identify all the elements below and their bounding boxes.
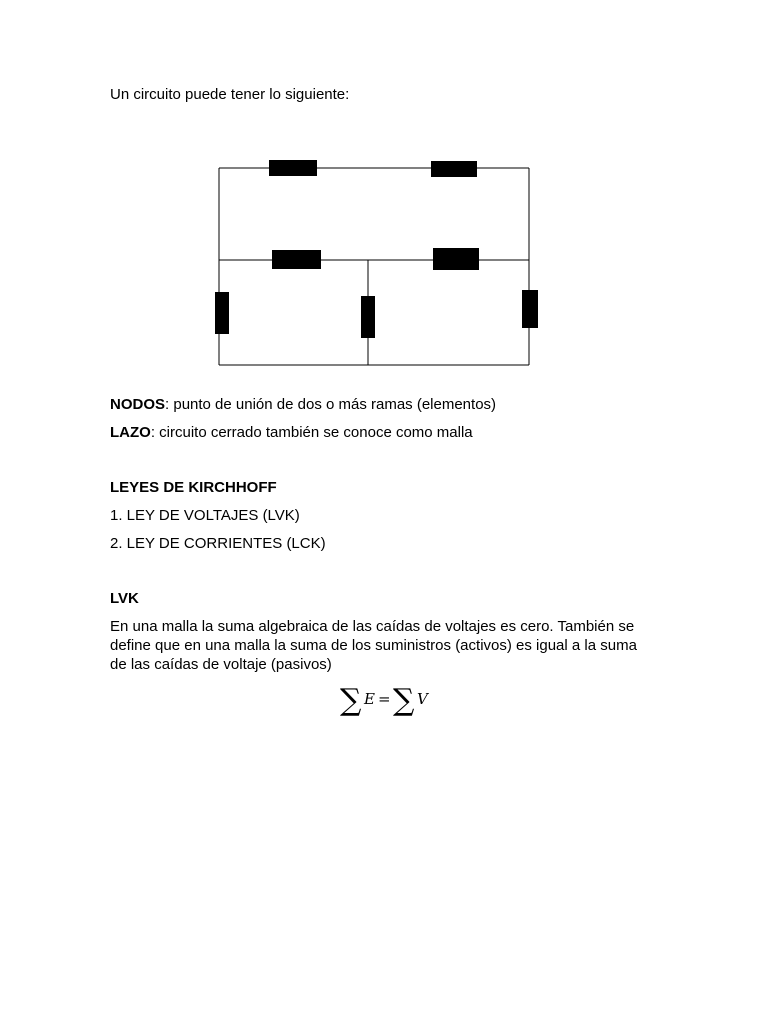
sum-symbol-left: ∑ [340, 683, 362, 718]
resistor-middle-left [272, 250, 321, 269]
lvk-line: de las caídas de voltaje (pasivos) [110, 656, 332, 673]
circuit-diagram [0, 0, 768, 400]
definition-term: NODOS [110, 396, 166, 413]
law-item-lck: 2. LEY DE CORRIENTES (LCK) [110, 535, 326, 552]
lvk-line: define que en una malla la suma de los suministros (activos) es igual a la suma [110, 637, 637, 654]
sum-symbol-right: ∑ [393, 683, 415, 718]
laws-heading: LEYES DE KIRCHHOFF [110, 479, 277, 496]
formula-lhs: E [364, 690, 375, 708]
definition-term: LAZO [110, 424, 151, 441]
resistor-right-vertical [522, 290, 538, 328]
lvk-heading: LVK [110, 590, 139, 607]
definition-text: : punto de unión de dos o más ramas (elementos) [165, 396, 497, 413]
definition-lazo [110, 424, 473, 442]
formula-rhs: V [417, 690, 428, 708]
intro-text: Un circuito puede tener lo siguiente: [110, 86, 350, 103]
resistor-center-vertical [361, 296, 375, 338]
formula-equals: = [378, 690, 391, 708]
law-item-lvk: 1. LEY DE VOLTAJES (LVK) [110, 507, 300, 524]
lvk-line: En una malla la suma algebraica de las caídas de voltajes es cero. También se [110, 618, 635, 635]
definition-text: : circuito cerrado también se conoce como malla [150, 424, 473, 441]
resistor-middle-right [433, 248, 479, 270]
resistor-top-right [431, 161, 477, 177]
lvk-paragraph [110, 617, 670, 674]
resistor-top-left [269, 160, 317, 176]
resistor-left-vertical [215, 292, 229, 334]
lvk-formula [0, 680, 768, 720]
definition-nodos [110, 396, 496, 414]
